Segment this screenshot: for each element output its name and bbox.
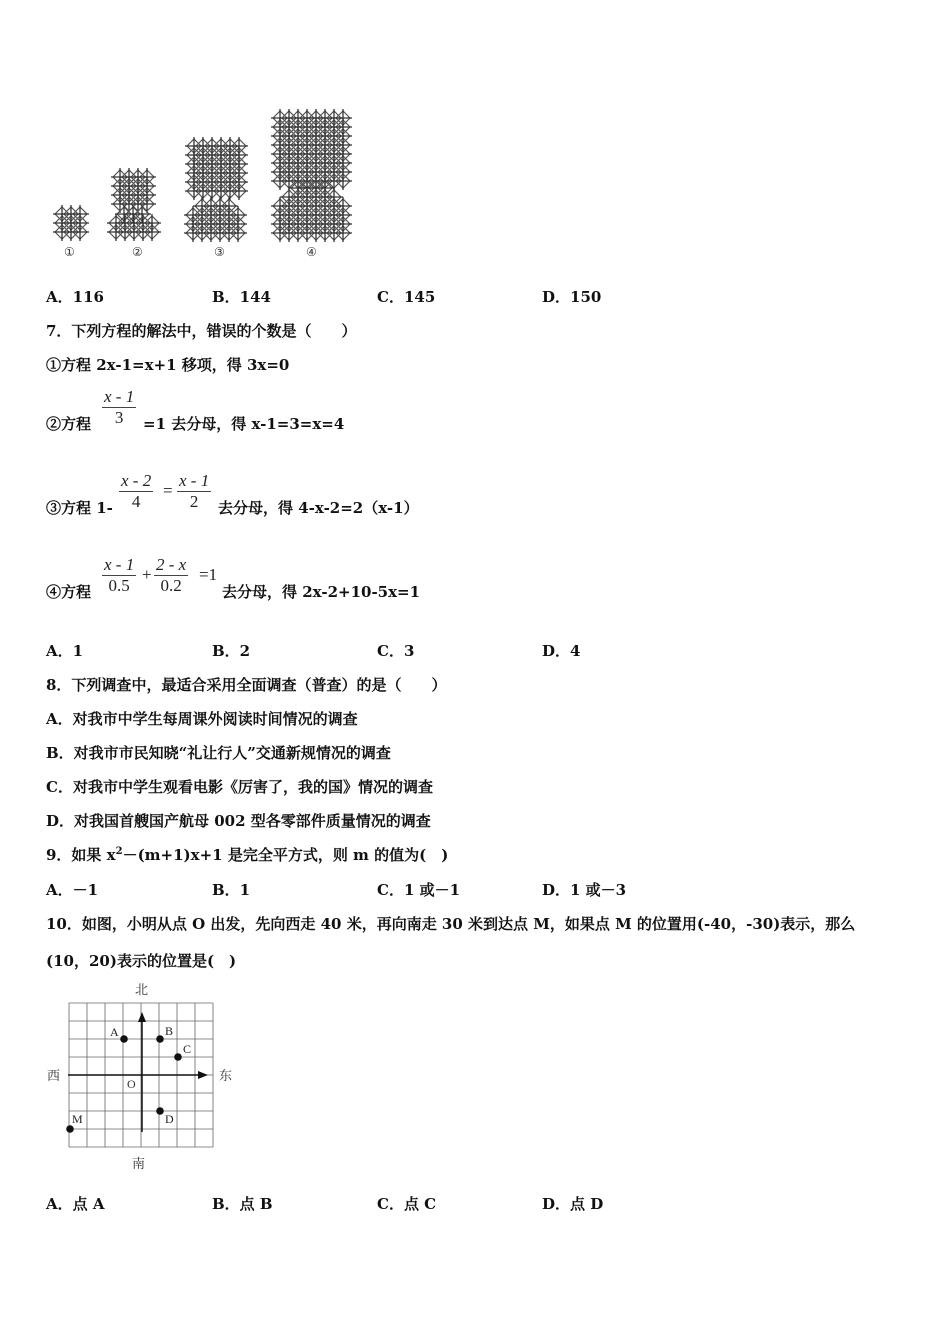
plus-sign: + (142, 565, 152, 584)
q10-stem-line-1: 10．如图，小明从点 O 出发，先向西走 40 米，再向南走 30 米到达点 M，如果点 M 的位置用(-40，-30)表示，那么 (46, 915, 856, 933)
q7-item-4-suffix: 去分母，得 2x-2+10-5x=1 (222, 583, 421, 601)
q10-option-a[interactable]: A．点 A (46, 1195, 105, 1213)
q6-option-d[interactable]: D．150 (542, 288, 602, 306)
lattice-cross (334, 172, 352, 190)
q6-pattern-figure (44, 102, 364, 267)
q7-option-c[interactable]: C．3 (377, 642, 415, 660)
east-label: 东 (219, 1069, 233, 1084)
fraction-denominator: 3 (114, 408, 124, 427)
map-point-label-b: B (165, 1024, 174, 1038)
fraction-numerator: x - 1 (104, 555, 135, 574)
west-label: 西 (47, 1069, 61, 1084)
fraction-numerator: x - 1 (104, 387, 135, 406)
equals-one: =1 (199, 565, 218, 584)
lattice-cross (71, 223, 89, 241)
q7-item-2-fraction (102, 387, 136, 428)
q7-stem: 7．下列方程的解法中，错误的个数是（ ） (46, 322, 357, 340)
map-point-label-c: C (183, 1042, 192, 1056)
lattice-cross (143, 223, 161, 241)
fraction-numerator: 2 - x (156, 555, 187, 574)
q10-option-c[interactable]: C．点 C (377, 1195, 437, 1213)
map-point-m (66, 1125, 74, 1133)
figure-label-4: ④ (306, 245, 317, 259)
q7-item-3-fraction-1 (119, 471, 153, 512)
q8-option-a[interactable]: A．对我市中学生每周课外阅读时间情况的调查 (46, 710, 358, 728)
figure-label-2: ② (132, 245, 143, 259)
q7-item-4-prefix: ④方程 (46, 583, 92, 601)
q7-item-3-prefix: ③方程 1- (46, 499, 113, 517)
map-point-c (174, 1053, 182, 1061)
q9-stem (46, 844, 448, 865)
map-point-label-m: M (72, 1112, 83, 1126)
q7-item-2-prefix: ②方程 (46, 415, 92, 433)
pattern-1 (53, 205, 89, 241)
map-point-b (156, 1035, 164, 1043)
q7-option-b[interactable]: B．2 (212, 642, 251, 660)
q7-item-3-fraction-2 (177, 471, 211, 512)
q9-exponent: 2 (115, 846, 123, 857)
q10-option-b[interactable]: B．点 B (212, 1195, 273, 1213)
pattern-3 (184, 137, 248, 242)
q7-item-4-fraction-2 (154, 555, 188, 596)
east-arrow-icon (198, 1071, 208, 1079)
q7-item-3-suffix: 去分母，得 4-x-2=2（x-1） (218, 499, 419, 517)
pattern-2 (107, 168, 161, 241)
lattice-cross (334, 224, 352, 242)
fraction-numerator: x - 1 (179, 471, 210, 490)
q9-stem-before: 9．如果 x (46, 846, 116, 864)
q7-option-a[interactable]: A．1 (46, 642, 84, 660)
q10-direction-map (44, 980, 244, 1170)
figure-label-3: ③ (214, 245, 225, 259)
q9-option-a[interactable]: A．－1 (46, 881, 99, 899)
figure-label-1: ① (64, 245, 75, 259)
fraction-numerator: x - 2 (121, 471, 152, 490)
q7-item-2-suffix: =1 去分母，得 x-1=3=x=4 (143, 415, 345, 433)
lattice-cross (230, 182, 248, 200)
map-point-a (120, 1035, 128, 1043)
q7-option-d[interactable]: D．4 (542, 642, 581, 660)
fraction-denominator: 0.5 (108, 576, 130, 595)
q9-option-b[interactable]: B．1 (212, 881, 251, 899)
q7-item-1: ①方程 2x-1=x+1 移项，得 3x=0 (46, 356, 290, 374)
q8-option-c[interactable]: C．对我市中学生观看电影《厉害了，我的国》情况的调查 (46, 778, 433, 796)
q8-option-d[interactable]: D．对我国首艘国产航母 002 型各零部件质量情况的调查 (46, 812, 431, 830)
north-label: 北 (135, 983, 149, 998)
q10-stem-line-2: (10，20)表示的位置是( ) (46, 952, 237, 970)
north-arrow-icon (138, 1012, 146, 1022)
map-point-label-a: A (110, 1025, 119, 1039)
fraction-denominator: 2 (189, 492, 199, 511)
q9-option-c[interactable]: C．1 或－1 (377, 881, 461, 899)
q7-item-4-fraction-1 (102, 555, 136, 596)
q6-option-b[interactable]: B．144 (212, 288, 271, 306)
lattice-cross (138, 195, 156, 213)
fraction-denominator: 4 (131, 492, 141, 511)
map-point-d (156, 1107, 164, 1115)
q6-option-c[interactable]: C．145 (377, 288, 436, 306)
map-point-label-d: D (165, 1112, 174, 1126)
q8-stem: 8．下列调查中，最适合采用全面调查（普查）的是（ ） (46, 676, 447, 694)
fraction-denominator: 0.2 (160, 576, 182, 595)
q6-option-a[interactable]: A．116 (46, 288, 104, 306)
pattern-4 (271, 109, 352, 242)
q10-option-d[interactable]: D．点 D (542, 1195, 604, 1213)
q9-stem-after: －(m+1)x+1 是完全平方式，则 m 的值为( ) (122, 846, 449, 864)
q8-option-b[interactable]: B．对我市市民知晓“礼让行人”交通新规情况的调查 (46, 744, 391, 762)
q9-option-d[interactable]: D．1 或－3 (542, 881, 627, 899)
map-axes (68, 1012, 208, 1132)
south-label: 南 (132, 1157, 146, 1170)
origin-label: O (127, 1077, 136, 1091)
equals-sign: = (163, 481, 173, 500)
lattice-cross (229, 224, 247, 242)
